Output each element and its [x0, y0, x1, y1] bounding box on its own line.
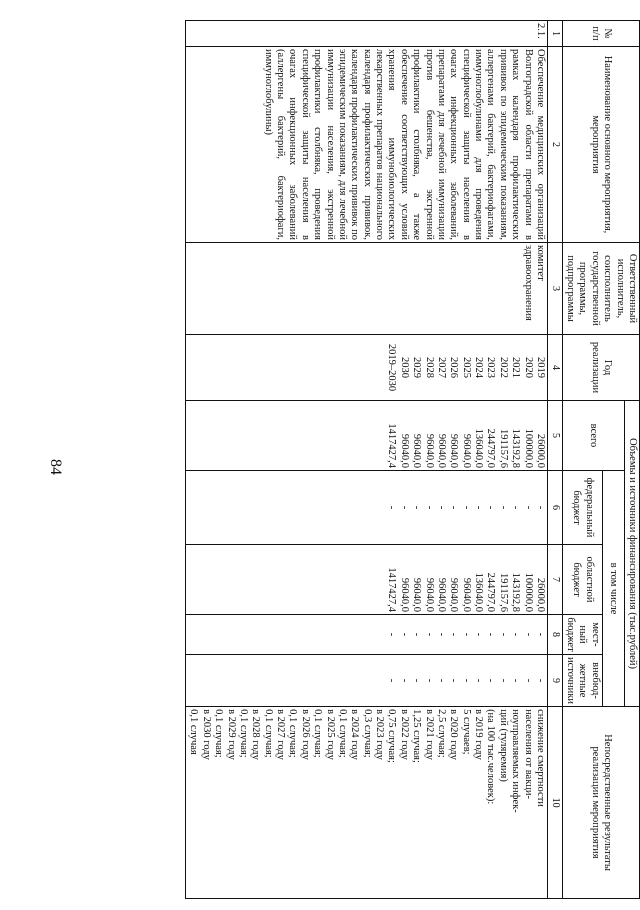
regional-column — [186, 545, 548, 615]
results-column — [186, 707, 548, 899]
local-value: - — [510, 632, 522, 637]
federal-value: - — [398, 505, 410, 510]
local-value: - — [497, 632, 509, 637]
regional-value: 96040,0 — [423, 577, 435, 612]
regional-value: 96040,0 — [448, 577, 460, 612]
total-value: 96040,0 — [398, 433, 410, 468]
local-value: - — [485, 632, 497, 637]
result-line: ноуправляемых инфек- — [510, 709, 522, 813]
year-value: 2025 — [460, 357, 472, 378]
result-line: в 2019 году — [473, 709, 485, 760]
index-cell: 2 — [547, 47, 562, 243]
result-line: ций (туляремия) — [497, 709, 509, 782]
regional-value: 136040,0 — [473, 572, 485, 612]
local-value: - — [423, 632, 435, 637]
result-line: в 2024 году — [349, 709, 361, 760]
result-line: населения от вакци- — [522, 709, 534, 800]
extra-value: - — [497, 678, 509, 683]
result-line: в 2023 году — [374, 709, 386, 760]
result-line: в 2021 году — [423, 709, 435, 760]
year-value: 2019 — [534, 357, 546, 378]
extra-value: - — [534, 678, 546, 683]
result-line: в 2030 году — [200, 709, 212, 760]
header-regional: областной бюджет — [562, 545, 602, 615]
table-row — [186, 21, 548, 899]
header-name: Наименование основного мероприятия, мероприятия — [562, 47, 639, 243]
total-value: 96040,0 — [460, 433, 472, 468]
extra-column — [186, 655, 548, 707]
total-column — [186, 401, 548, 471]
result-line: 0,1 случая; — [213, 709, 225, 758]
extra-value: - — [411, 678, 423, 683]
index-cell: 8 — [547, 615, 562, 655]
local-value: - — [448, 632, 460, 637]
extra-value: - — [423, 678, 435, 683]
federal-value: - — [522, 505, 534, 510]
header-year: Год реализации — [562, 335, 639, 401]
federal-value: - — [460, 505, 472, 510]
header-executor: Ответственный исполнитель, соисполнитель государственной программы, подпрограммы — [562, 243, 639, 335]
header-local: мест-ный бюджет — [562, 615, 602, 655]
funding-table — [185, 20, 640, 899]
header-results: Непосредственные результаты реализации мероприятия — [562, 707, 639, 899]
local-column — [186, 615, 548, 655]
local-value: - — [534, 632, 546, 637]
index-cell: 6 — [547, 471, 562, 545]
total-value: 100000,0 — [522, 428, 534, 468]
index-cell: 10 — [547, 707, 562, 899]
result-line: в 2025 году — [324, 709, 336, 760]
result-line: 2,5 случая; — [435, 709, 447, 758]
extra-value: - — [510, 678, 522, 683]
row-number: 2.1. — [186, 21, 548, 47]
year-value: 2030 — [398, 357, 410, 378]
header-num: № п/п — [562, 21, 639, 47]
result-line: 0,1 случая; — [312, 709, 324, 758]
header-funding: Объемы и источники финансирования (тыс.рублей) — [624, 401, 639, 707]
year-value: 2023 — [485, 357, 497, 378]
year-value: 2019–2030 — [386, 343, 398, 392]
total-value: 96040,0 — [423, 433, 435, 468]
year-value: 2028 — [423, 357, 435, 378]
total-value: 1417427,4 — [386, 423, 398, 468]
result-line: в 2028 году — [250, 709, 262, 760]
header-total: всего — [562, 401, 624, 471]
total-value: 96040,0 — [448, 433, 460, 468]
regional-value: 1417427,4 — [386, 567, 398, 612]
local-value: - — [460, 632, 472, 637]
local-value: - — [473, 632, 485, 637]
extra-value: - — [473, 678, 485, 683]
federal-value: - — [485, 505, 497, 510]
local-value: - — [411, 632, 423, 637]
federal-value: - — [473, 505, 485, 510]
regional-value: 96040,0 — [435, 577, 447, 612]
result-line: 0,75 случая; — [386, 709, 398, 763]
index-cell: 7 — [547, 545, 562, 615]
total-value: 136040,0 — [473, 428, 485, 468]
result-line: (на 100 тыс.человек): — [485, 709, 497, 805]
extra-value: - — [522, 678, 534, 683]
extra-value: - — [485, 678, 497, 683]
result-line: 0,1 случая; — [287, 709, 299, 758]
header-extra: внебюд-жетные источники — [562, 655, 602, 707]
total-value: 96040,0 — [435, 433, 447, 468]
regional-value: 244797,0 — [485, 572, 497, 612]
year-value: 2020 — [522, 357, 534, 378]
measure-name: Обеспечение медицинских организаций Волгоградской области препаратами в рамках календаря профилактических прививок по эпидемическим показаниям, аллергенами бактерий, бактериофагами, иммуноглобулинами для проведения специфической защиты населения в очагах инфекционных заболеваний, препаратами для лечебной иммунизации против бешенства, экстренной профилактики столбняка, а также обеспечение соответствующих условий хранения иммунобиологических лекарственных препаратов национального календаря профилактических прививок, календаря профилактических прививок по эпидемическим показаниям, для лечебной иммунизации населения, экстренной профилактики столбняка, проведения специфической защиты населения в очагах инфекционных заболеваний (аллергены бактерий, бактериофаги, иммуноглобулины) — [186, 47, 548, 243]
index-cell: 4 — [547, 335, 562, 401]
header-incl: в том числе — [602, 471, 624, 707]
years-column — [186, 335, 548, 401]
federal-value: - — [435, 505, 447, 510]
result-line: 1,25 случая; — [411, 709, 423, 763]
federal-value: - — [386, 505, 398, 510]
year-value: 2021 — [510, 357, 522, 378]
federal-value: - — [423, 505, 435, 510]
total-value: 244797,0 — [485, 428, 497, 468]
result-line: 0,1 случая — [188, 709, 200, 755]
extra-value: - — [398, 678, 410, 683]
index-row — [547, 21, 562, 899]
regional-value: 26000,0 — [534, 577, 546, 612]
regional-value: 143192,8 — [510, 572, 522, 612]
federal-column — [186, 471, 548, 545]
result-line: 0,1 случая; — [336, 709, 348, 758]
result-line: 0,3 случая; — [361, 709, 373, 758]
header-federal: федеральный бюджет — [562, 471, 602, 545]
rotated-table-sheet — [80, 20, 640, 900]
total-value: 96040,0 — [411, 433, 423, 468]
regional-value: 96040,0 — [411, 577, 423, 612]
extra-value: - — [460, 678, 472, 683]
result-line: снижение смертности — [534, 709, 546, 807]
result-line: в 2027 году — [275, 709, 287, 760]
year-value: 2026 — [448, 357, 460, 378]
result-line: 0,1 случая; — [237, 709, 249, 758]
federal-value: - — [448, 505, 460, 510]
year-value: 2022 — [497, 357, 509, 378]
regional-value: 96040,0 — [460, 577, 472, 612]
federal-value: - — [534, 505, 546, 510]
federal-value: - — [510, 505, 522, 510]
extra-value: - — [386, 678, 398, 683]
index-cell: 3 — [547, 243, 562, 335]
total-value: 26000,0 — [534, 433, 546, 468]
extra-value: - — [448, 678, 460, 683]
page-number: 84 — [47, 459, 64, 475]
result-line: в 2026 году — [299, 709, 311, 760]
result-line: в 2020 году — [448, 709, 460, 760]
regional-value: 191157,6 — [497, 573, 509, 612]
local-value: - — [522, 632, 534, 637]
index-cell: 5 — [547, 401, 562, 471]
local-value: - — [398, 632, 410, 637]
total-value: 191157,6 — [497, 429, 509, 468]
year-value: 2024 — [473, 357, 485, 378]
result-line: в 2022 году — [398, 709, 410, 760]
federal-value: - — [497, 505, 509, 510]
index-cell: 1 — [547, 21, 562, 47]
year-value: 2029 — [411, 357, 423, 378]
federal-value: - — [411, 505, 423, 510]
regional-value: 100000,0 — [522, 572, 534, 612]
result-line: в 2029 году — [225, 709, 237, 760]
executor: комитет здравоохранения — [186, 243, 548, 335]
index-cell: 9 — [547, 655, 562, 707]
result-line: 0,1 случая; — [262, 709, 274, 758]
result-line: 5 случаев; — [460, 709, 472, 755]
regional-value: 96040,0 — [398, 577, 410, 612]
extra-value: - — [435, 678, 447, 683]
local-value: - — [435, 632, 447, 637]
total-value: 143192,8 — [510, 428, 522, 468]
year-value: 2027 — [435, 357, 447, 378]
local-value: - — [386, 632, 398, 637]
